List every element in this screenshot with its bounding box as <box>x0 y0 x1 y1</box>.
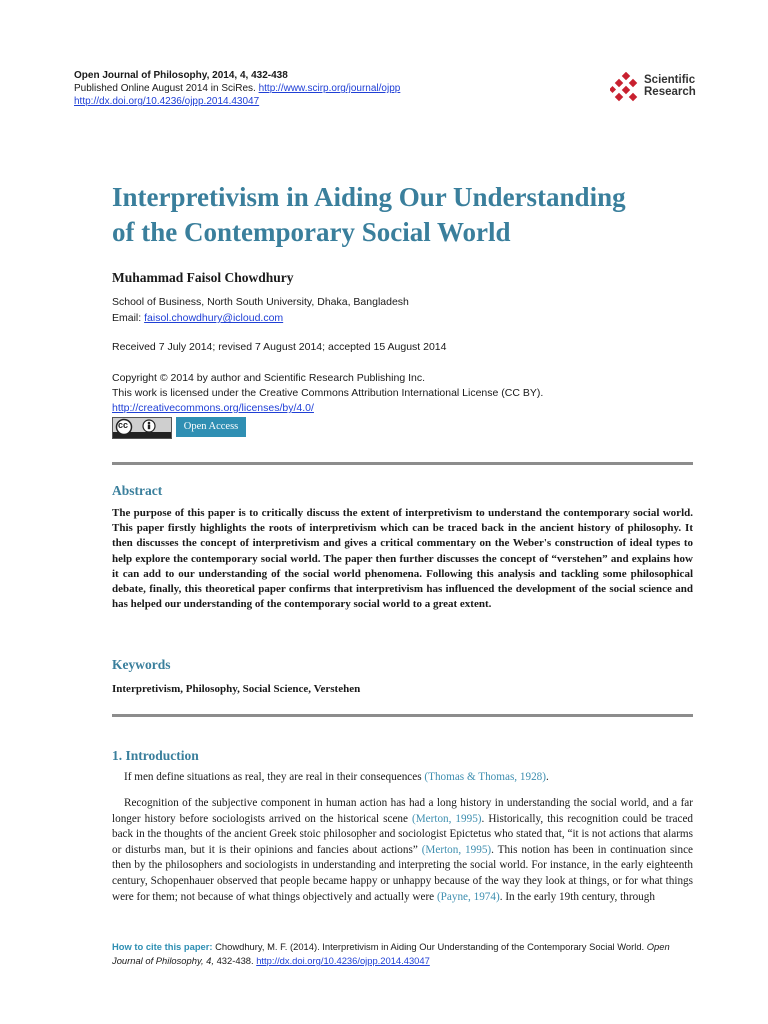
copyright-block <box>112 371 543 416</box>
submission-dates: Received 7 July 2014; revised 7 August 2014; accepted 15 August 2014 <box>112 341 447 353</box>
introduction-heading: 1. Introduction <box>112 748 199 763</box>
paragraph-text-a: Recognition of the subjective component in human action has had a long history in understanding the social world, and a far longer history before sociologists arrived on the historical scene <box>112 797 693 825</box>
open-access-badge[interactable]: Open Access <box>176 417 246 437</box>
paragraph-text-c: . This notion has been in continuation since then by the philosophers and sociologists in understanding and interpreting the social world. For instance, in the early eighteenth century, Schopenhauer observed that people became happy or unhappy because of the way they look at things, or for what things were for them; not because of what things objectively and actually were <box>112 843 693 903</box>
affiliation: School of Business, North South University, Dhaka, Bangladesh <box>112 296 409 308</box>
logo-text-line2: Research <box>644 86 696 98</box>
email-label: Email: <box>112 312 142 324</box>
cc-by-badge[interactable] <box>112 417 172 439</box>
citation-merton-1995-b[interactable]: (Merton, 1995) <box>421 843 492 856</box>
scientific-research-logo-icon <box>610 72 642 104</box>
cite-text-2: 432-438. <box>213 955 257 966</box>
cite-label: How to cite this paper: <box>112 941 213 952</box>
author-name: Muhammad Faisol Chowdhury <box>112 270 294 285</box>
publisher-logo <box>610 72 720 104</box>
cite-text-1: Chowdhury, M. F. (2014). Interpretivism in Aiding Our Understanding of the Contemporary Social World. <box>212 941 647 952</box>
copyright-line: Copyright © 2014 by author and Scientific Research Publishing Inc. <box>112 372 425 384</box>
cite-doi-link[interactable]: http://dx.doi.org/10.4236/ojpp.2014.43047 <box>256 955 430 966</box>
published-line: Published Online August 2014 in SciRes. <box>74 83 256 94</box>
intro-paragraph <box>112 796 693 905</box>
doi-link[interactable]: http://dx.doi.org/10.4236/ojpp.2014.43047 <box>74 96 260 107</box>
journal-citation: Open Journal of Philosophy, 2014, 4, 432-438 <box>74 70 288 81</box>
epigraph-quote: If men define situations as real, they are real in their consequences (Thomas & Thomas, 1928). <box>124 771 549 783</box>
citation-payne-1974[interactable]: (Payne, 1974) <box>436 890 500 903</box>
paper-title <box>112 180 712 250</box>
journal-header <box>74 69 400 108</box>
title-line-2: of the Contemporary Social World <box>112 217 511 247</box>
logo-text-line1: Scientific <box>644 74 696 86</box>
keywords-list: Interpretivism, Philosophy, Social Science, Verstehen <box>112 683 361 695</box>
quote-text: If men define situations as real, they are real in their consequences <box>124 771 422 783</box>
abstract-heading: Abstract <box>112 483 163 498</box>
journal-url-link[interactable]: http://www.scirp.org/journal/ojpp <box>258 83 401 94</box>
keywords-heading: Keywords <box>112 657 171 672</box>
title-line-1: Interpretivism in Aiding Our Understanding <box>112 182 626 212</box>
affiliation-block <box>112 294 409 326</box>
citation-merton-1995-a[interactable]: (Merton, 1995) <box>411 812 482 825</box>
divider-top <box>112 462 693 465</box>
divider-bottom <box>112 714 693 717</box>
cite-journal: Open Journal of Philosophy, 4, <box>112 941 670 966</box>
license-line: This work is licensed under the Creative Commons Attribution International License (CC BY). <box>112 387 544 399</box>
license-link[interactable]: http://creativecommons.org/licenses/by/4.0/ <box>112 402 314 414</box>
paragraph-text-b: . Historically, this recognition could be traced back in the thoughts of the ancient Greek stoic philosopher and sociologist Epictetus who stated that, “it is not actions that alarms or disturbs man, but it is their opinions and fancies about actions” <box>112 812 693 856</box>
abstract-text: The purpose of this paper is to critically discuss the extent of interpretivism to understand the contemporary social world. This paper firstly highlights the roots of interpretivism which can be traced back in the ancient history of philosophy. It then discusses the concept of interpretivism and gives a critical commentary on the Weber's construction of ideal types to help explore the contemporary social world. The paper then further discusses the concept of “verstehen” and explains how it can add to our understanding of the social world phenomena. Following this analysis and tackling some philosophical debate, finally, this theoretical paper confirms that interpretivism has influenced the development of the social science and has helped our understanding of the contemporary social world to a great extent. <box>112 507 693 611</box>
email-link[interactable]: faisol.chowdhury@icloud.com <box>144 312 284 324</box>
citation-thomas-1928[interactable]: (Thomas & Thomas, 1928) <box>424 771 546 783</box>
paragraph-text-d: . In the early 19th century, through <box>499 890 655 903</box>
cc-label: cc <box>118 420 129 430</box>
how-to-cite-footer <box>112 940 693 968</box>
